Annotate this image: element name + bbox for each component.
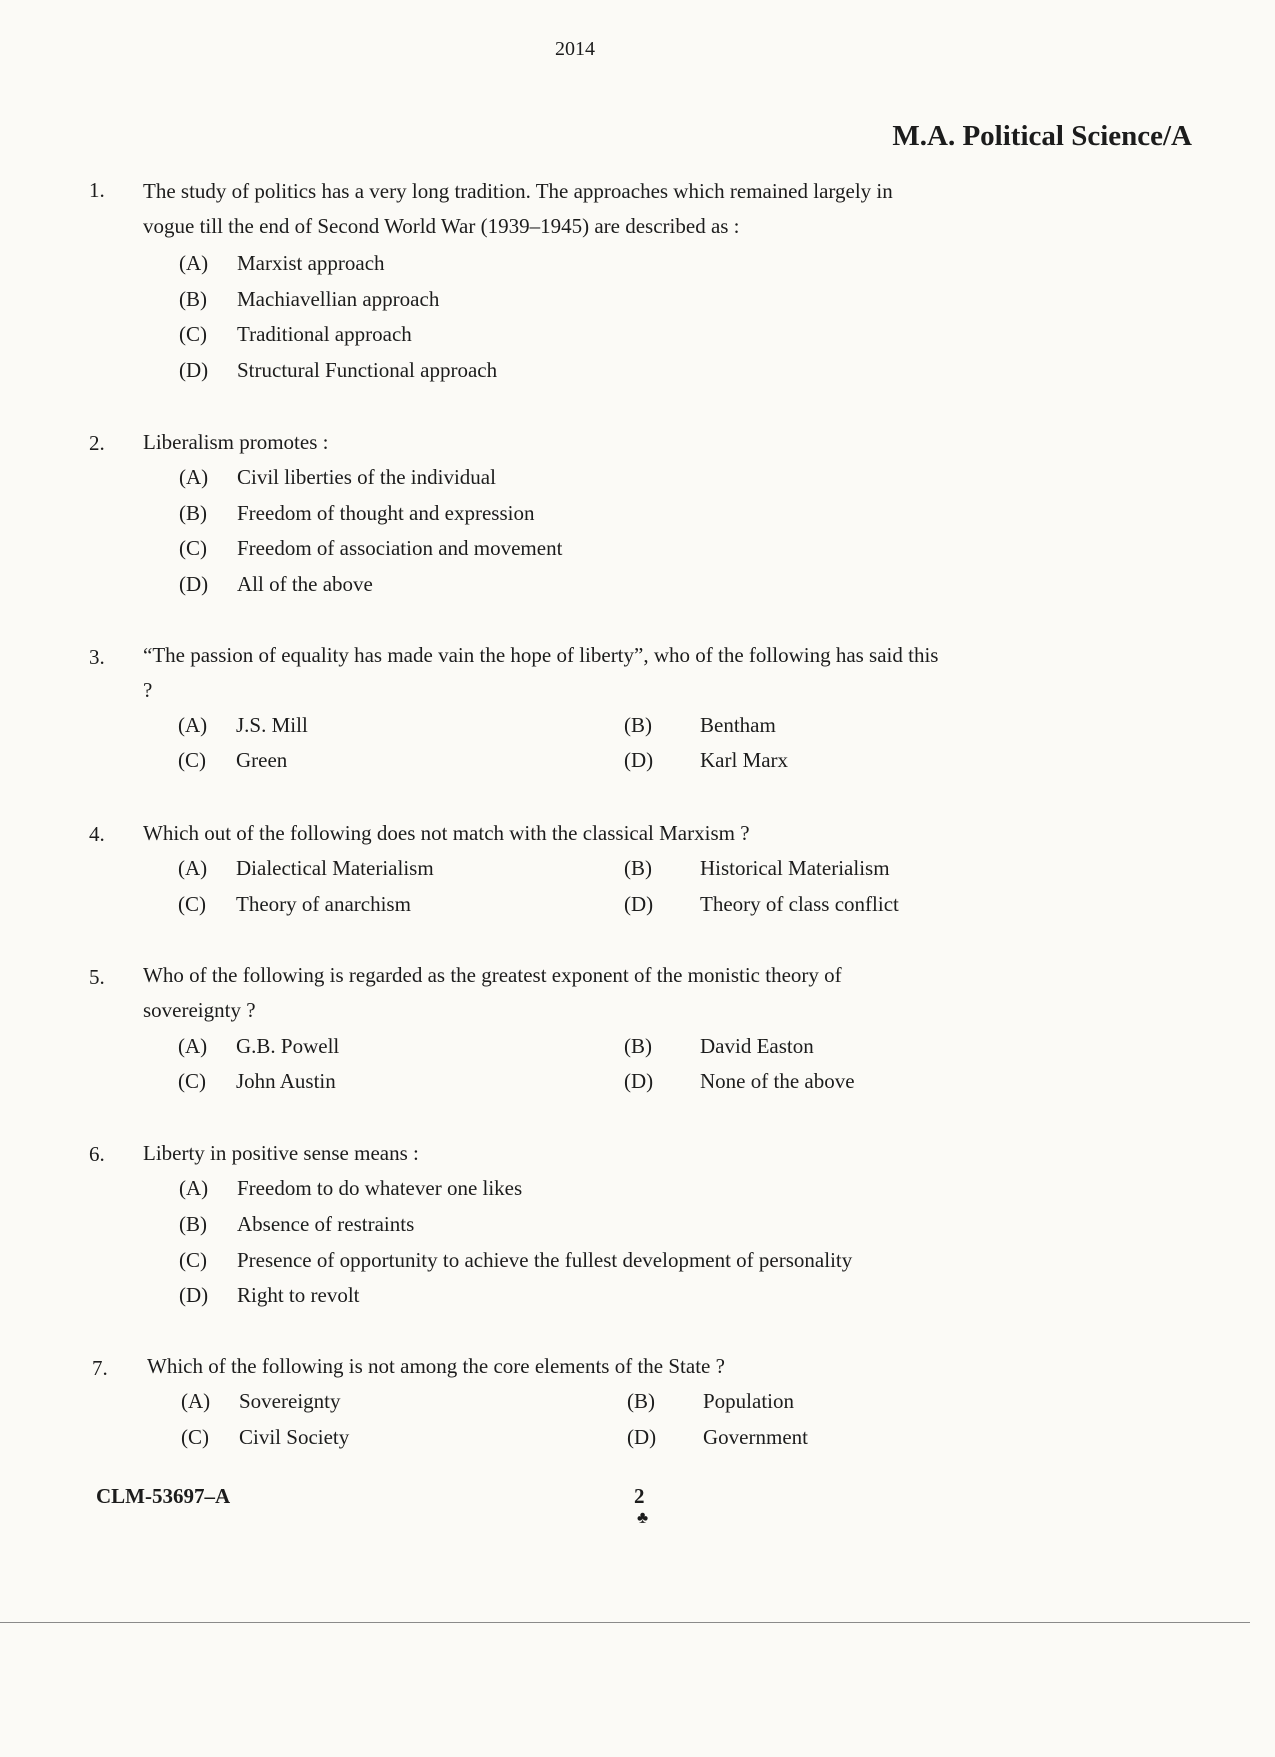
question-text: Which of the following is not among the core elements of the State ? [147, 1354, 725, 1378]
option-b: (B) Machiavellian approach [179, 287, 440, 311]
option-d: (D) All of the above [179, 572, 373, 596]
option-d: (D) Theory of class conflict [624, 892, 899, 916]
option-a: (A) J.S. Mill [178, 713, 308, 737]
option-a: (A) Freedom to do whatever one likes [179, 1176, 523, 1200]
question-number: 4. [89, 822, 105, 846]
option-b: (B) Population [627, 1389, 795, 1413]
option-c: (C) Green [178, 748, 288, 772]
option-c: (C) John Austin [178, 1069, 336, 1093]
option-c: (C) Theory of anarchism [178, 892, 411, 916]
question-number: 5. [89, 965, 105, 989]
option-a: (A) G.B. Powell [178, 1034, 340, 1058]
question-number: 7. [92, 1356, 108, 1380]
option-c: (C) Civil Society [181, 1425, 350, 1449]
bottom-divider [0, 1622, 1250, 1623]
option-a: (A) Sovereignty [181, 1389, 341, 1413]
question-number: 6. [89, 1142, 105, 1166]
option-d: (D) Karl Marx [624, 748, 789, 772]
question-text: Liberalism promotes : [143, 430, 329, 454]
option-a: (A) Marxist approach [179, 251, 385, 275]
option-b: (B) Historical Materialism [624, 856, 890, 880]
option-c: (C) Freedom of association and movement [179, 536, 563, 560]
question-number: 1. [89, 178, 105, 202]
option-a: (A) Dialectical Materialism [178, 856, 434, 880]
option-b: (B) Absence of restraints [179, 1212, 415, 1236]
question-text: Who of the following is regarded as the greatest exponent of the monistic theory of sovereignty ? [143, 963, 842, 1022]
option-b: (B) David Easton [624, 1034, 814, 1058]
option-b: (B) Freedom of thought and expression [179, 501, 535, 525]
option-a: (A) Civil liberties of the individual [179, 465, 496, 489]
question-text: “The passion of equality has made vain the hope of liberty”, who of the following has said this ? [143, 643, 939, 702]
option-d: (D) Structural Functional approach [179, 358, 498, 382]
option-c: (C) Traditional approach [179, 322, 412, 346]
option-b: (B) Bentham [624, 713, 776, 737]
club-symbol: ♣ [637, 1508, 649, 1527]
question-text: Which out of the following does not match with the classical Marxism ? [143, 821, 750, 845]
page-number: 2 [634, 1484, 645, 1508]
option-d: (D) Right to revolt [179, 1283, 360, 1307]
question-text: Liberty in positive sense means : [143, 1141, 419, 1165]
question-number: 2. [89, 431, 105, 455]
paper-code: CLM-53697–A [96, 1484, 231, 1508]
option-c: (C) Presence of opportunity to achieve the fullest development of personality [179, 1248, 853, 1272]
question-text: The study of politics has a very long tradition. The approaches which remained largely in vogue till the end of Second World War (1939–1945) are described as : [143, 179, 893, 238]
option-d: (D) Government [627, 1425, 808, 1449]
option-d: (D) None of the above [624, 1069, 855, 1093]
question-number: 3. [89, 645, 105, 669]
page-year: 2014 [555, 38, 595, 60]
subject-title: M.A. Political Science/A [892, 120, 1192, 152]
